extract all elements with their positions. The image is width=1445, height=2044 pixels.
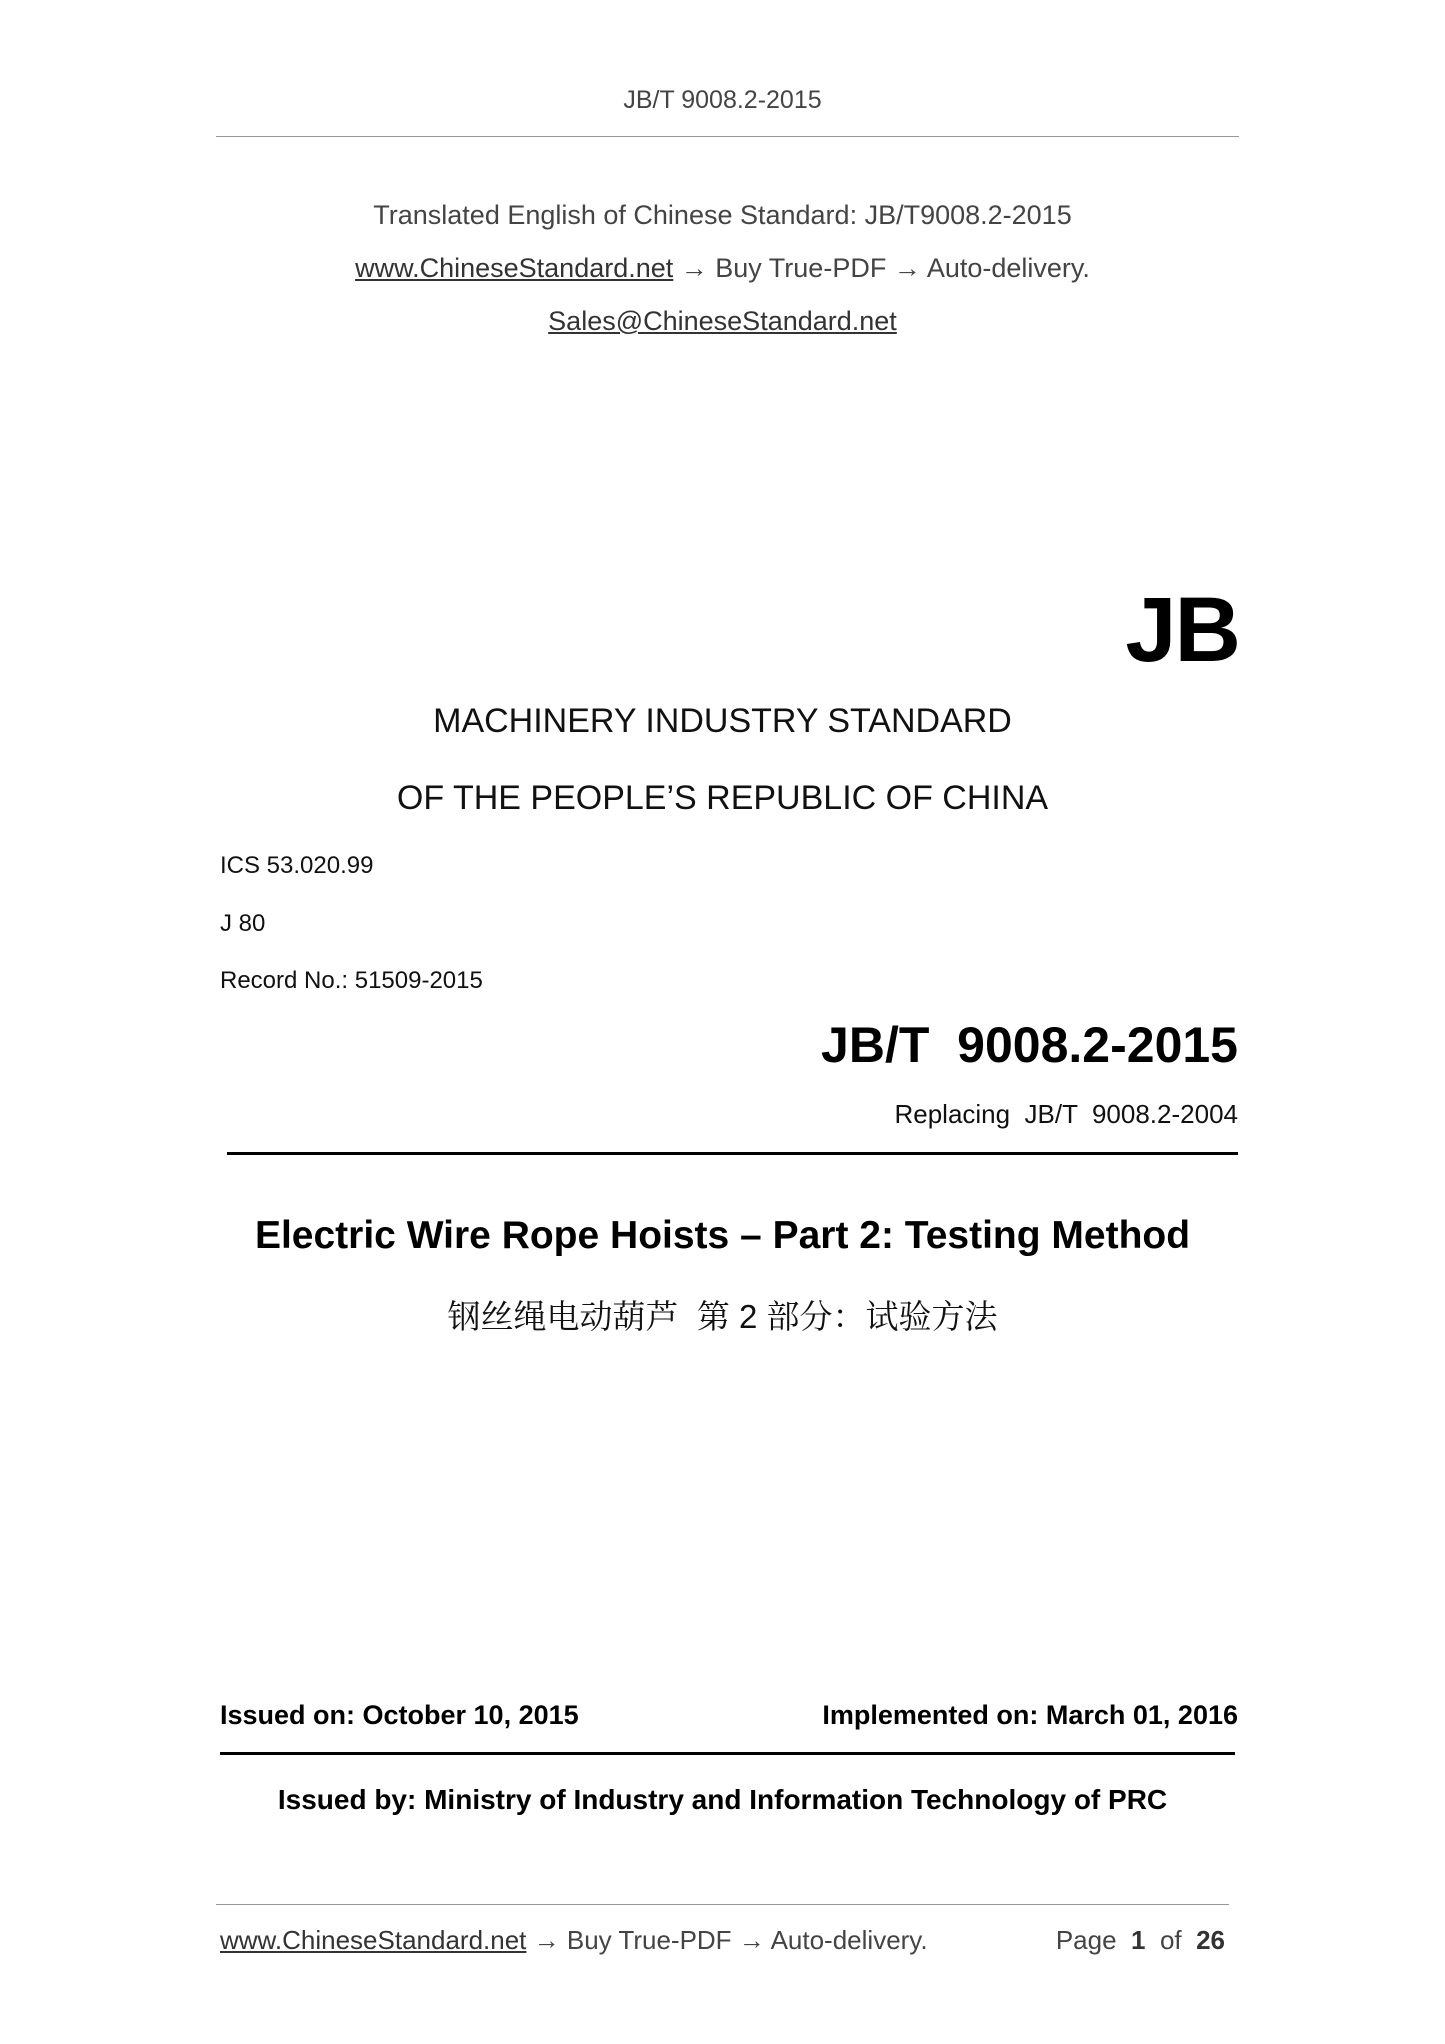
implemented-on-date: Implemented on: March 01, 2016 [822, 1700, 1238, 1730]
promo-email-line [0, 306, 1445, 337]
footer-buy-text: → Buy True-PDF → Auto-delivery. [526, 1925, 928, 1955]
ics-code: ICS 53.020.99 [220, 852, 374, 879]
classification-code: J 80 [220, 910, 266, 937]
standard-code: JB/T 9008.2-2015 [821, 1017, 1238, 1073]
page-label: Page [1055, 1925, 1117, 1955]
promo-title: Translated English of Chinese Standard: JB/T9008.2-2015 [373, 200, 1072, 230]
footer-divider [216, 1904, 1229, 1905]
page-total: 26 [1196, 1925, 1225, 1955]
document-title-en: Electric Wire Rope Hoists – Part 2: Testing Method [254, 1214, 1191, 1257]
page-number [1056, 1925, 1225, 1956]
standard-type-line1: MACHINERY INDUSTRY STANDARD [433, 702, 1012, 740]
page-current: 1 [1131, 1925, 1146, 1955]
running-header: JB/T 9008.2-2015 [623, 86, 822, 114]
replacing-note: Replacing JB/T 9008.2-2004 [894, 1099, 1238, 1129]
title-divider [227, 1152, 1238, 1155]
document-title-cn: 钢丝绳电动葫芦 第 2 部分：试验方法 [447, 1298, 998, 1335]
record-number: Record No.: 51509-2015 [220, 967, 483, 994]
standard-logo-text: JB [1125, 579, 1239, 681]
promo-buy-line [0, 253, 1445, 284]
header-divider [216, 136, 1239, 137]
footer-promo [220, 1925, 928, 1956]
issuing-authority: Issued by: Ministry of Industry and Information Technology of PRC [277, 1784, 1168, 1815]
issued-on-date: Issued on: October 10, 2015 [220, 1700, 579, 1730]
site-link[interactable]: www.ChineseStandard.net [355, 253, 674, 283]
promo-buy-text: → Buy True-PDF → Auto-delivery. [673, 253, 1090, 283]
standard-type-line2: OF THE PEOPLE’S REPUBLIC OF CHINA [396, 779, 1049, 817]
email-link[interactable]: Sales@ChineseStandard.net [548, 306, 897, 336]
page-of: of [1159, 1925, 1182, 1955]
dates-divider [220, 1752, 1235, 1755]
footer-site-link[interactable]: www.ChineseStandard.net [220, 1925, 527, 1955]
